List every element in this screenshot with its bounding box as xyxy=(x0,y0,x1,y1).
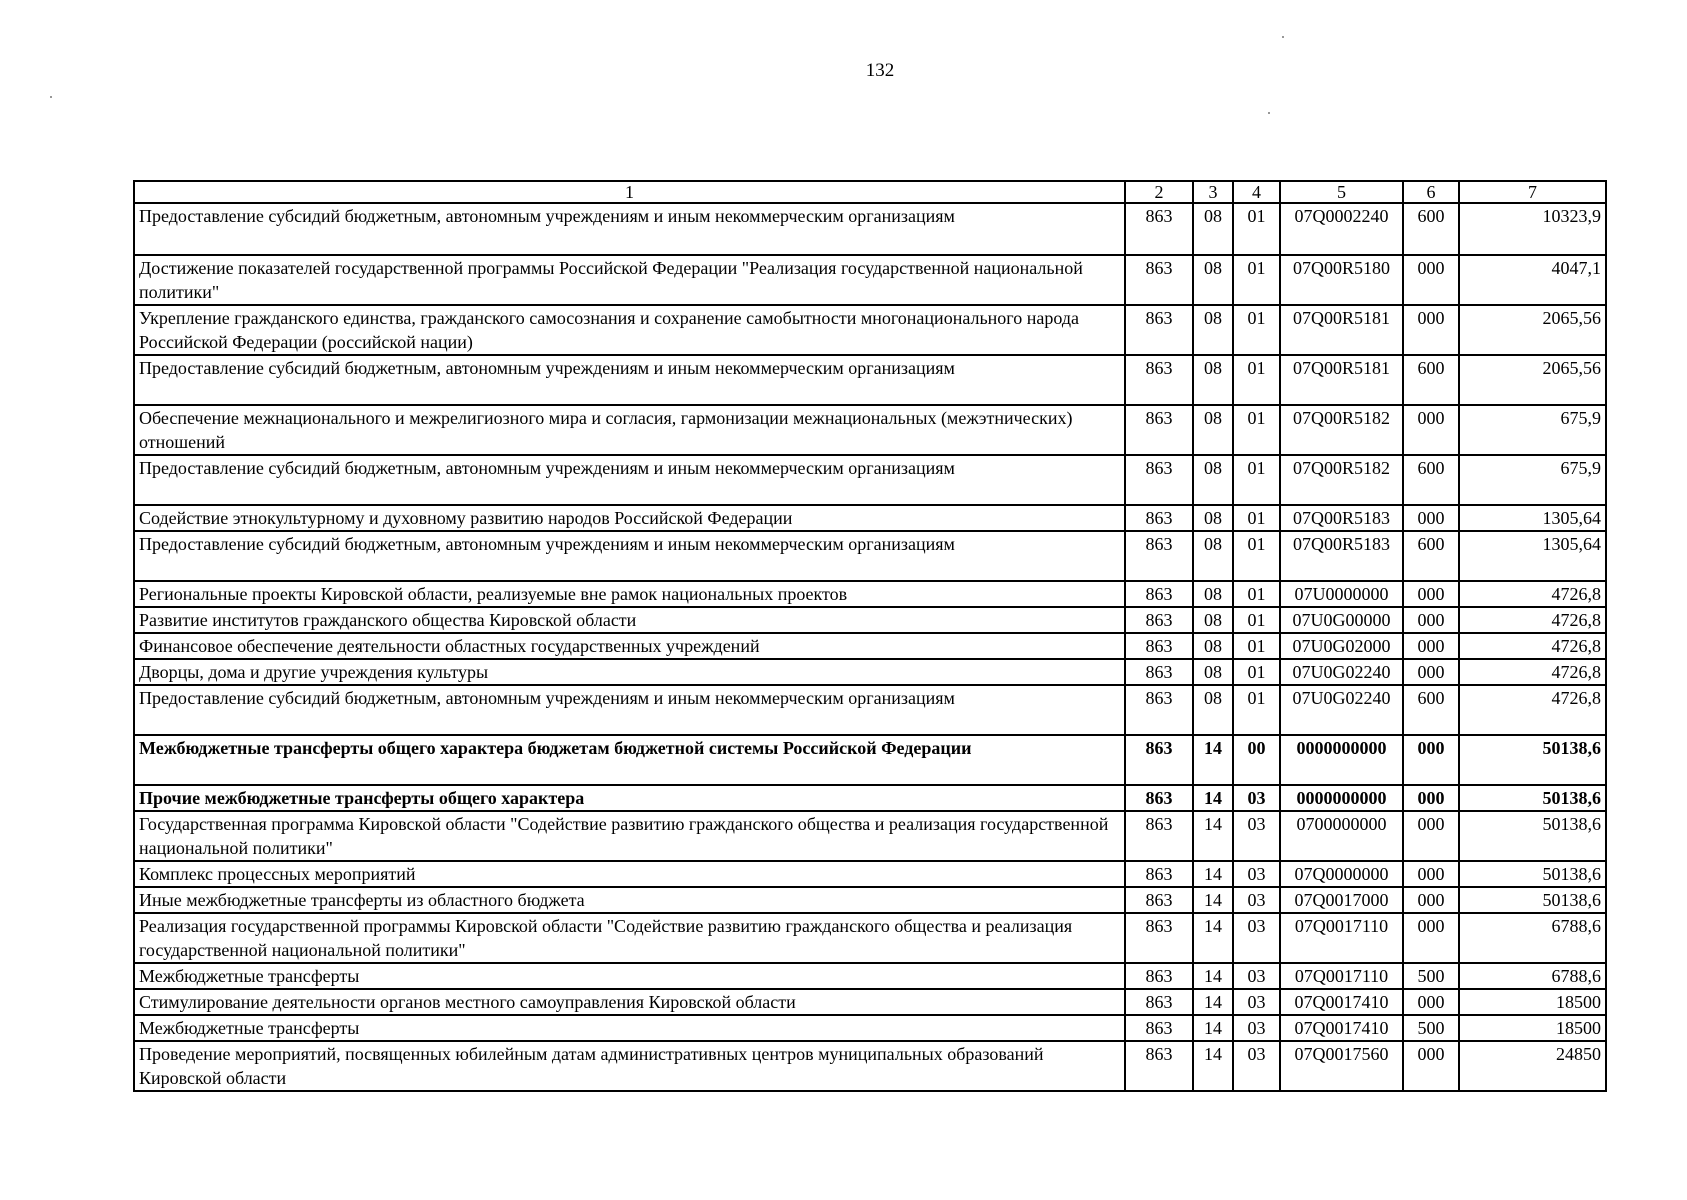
target-article-cell: 07Q0017110 xyxy=(1280,963,1403,989)
row-name-cell: Финансовое обеспечение деятельности областных государственных учреждений xyxy=(134,633,1125,659)
amount-cell: 4726,8 xyxy=(1459,633,1606,659)
row-name-cell: Прочие межбюджетные трансферты общего характера xyxy=(134,785,1125,811)
target-article-cell: 0000000000 xyxy=(1280,735,1403,785)
section-cell: 08 xyxy=(1193,505,1233,531)
amount-cell: 50138,6 xyxy=(1459,887,1606,913)
table-row xyxy=(134,1041,1606,1091)
subsection-cell: 03 xyxy=(1233,811,1280,861)
section-cell: 08 xyxy=(1193,531,1233,581)
section-cell: 14 xyxy=(1193,989,1233,1015)
table-row xyxy=(134,861,1606,887)
row-name-cell: Содействие этнокультурному и духовному развитию народов Российской Федерации xyxy=(134,505,1125,531)
row-name-cell: Стимулирование деятельности органов местного самоуправления Кировской области xyxy=(134,989,1125,1015)
table-row xyxy=(134,811,1606,861)
expense-type-cell: 000 xyxy=(1403,735,1459,785)
amount-cell: 4726,8 xyxy=(1459,581,1606,607)
expense-type-cell: 000 xyxy=(1403,405,1459,455)
column-header: 7 xyxy=(1459,181,1606,203)
expense-type-cell: 000 xyxy=(1403,887,1459,913)
amount-cell: 50138,6 xyxy=(1459,861,1606,887)
row-name-cell: Иные межбюджетные трансферты из областного бюджета xyxy=(134,887,1125,913)
budget-table xyxy=(133,180,1607,1092)
target-article-cell: 07U0000000 xyxy=(1280,581,1403,607)
amount-cell: 675,9 xyxy=(1459,405,1606,455)
target-article-cell: 0000000000 xyxy=(1280,785,1403,811)
amount-cell: 6788,6 xyxy=(1459,913,1606,963)
code-admin-cell: 863 xyxy=(1125,633,1193,659)
section-cell: 14 xyxy=(1193,1015,1233,1041)
subsection-cell: 01 xyxy=(1233,405,1280,455)
page-number: 132 xyxy=(865,60,895,81)
code-admin-cell: 863 xyxy=(1125,989,1193,1015)
column-header: 5 xyxy=(1280,181,1403,203)
amount-cell: 24850 xyxy=(1459,1041,1606,1091)
amount-cell: 4726,8 xyxy=(1459,607,1606,633)
row-name-cell: Комплекс процессных мероприятий xyxy=(134,861,1125,887)
section-cell: 08 xyxy=(1193,659,1233,685)
subsection-cell: 01 xyxy=(1233,659,1280,685)
target-article-cell: 07Q00R5181 xyxy=(1280,305,1403,355)
code-admin-cell: 863 xyxy=(1125,581,1193,607)
subsection-cell: 01 xyxy=(1233,305,1280,355)
subsection-cell: 03 xyxy=(1233,887,1280,913)
target-article-cell: 07Q00R5181 xyxy=(1280,355,1403,405)
row-name-cell: Межбюджетные трансферты xyxy=(134,963,1125,989)
target-article-cell: 07U0G02240 xyxy=(1280,659,1403,685)
row-name-cell: Достижение показателей государственной программы Российской Федерации "Реализация государственной национальной политики" xyxy=(134,255,1125,305)
target-article-cell: 07Q00R5182 xyxy=(1280,455,1403,505)
target-article-cell: 07Q0000000 xyxy=(1280,861,1403,887)
section-cell: 08 xyxy=(1193,305,1233,355)
row-name-cell: Реализация государственной программы Кировской области "Содействие развитию гражданского общества и реализация государственной национальной политики" xyxy=(134,913,1125,963)
code-admin-cell: 863 xyxy=(1125,811,1193,861)
table-row xyxy=(134,305,1606,355)
table-row xyxy=(134,607,1606,633)
amount-cell: 2065,56 xyxy=(1459,355,1606,405)
amount-cell: 1305,64 xyxy=(1459,531,1606,581)
expense-type-cell: 600 xyxy=(1403,203,1459,255)
section-cell: 14 xyxy=(1193,785,1233,811)
scan-speck xyxy=(50,96,52,98)
table-row xyxy=(134,405,1606,455)
subsection-cell: 03 xyxy=(1233,963,1280,989)
subsection-cell: 01 xyxy=(1233,255,1280,305)
code-admin-cell: 863 xyxy=(1125,913,1193,963)
column-header: 4 xyxy=(1233,181,1280,203)
row-name-cell: Предоставление субсидий бюджетным, автономным учреждениям и иным некоммерческим организациям xyxy=(134,355,1125,405)
amount-cell: 4047,1 xyxy=(1459,255,1606,305)
expense-type-cell: 000 xyxy=(1403,255,1459,305)
target-article-cell: 07Q0017000 xyxy=(1280,887,1403,913)
column-number-row xyxy=(134,181,1606,203)
subsection-cell: 01 xyxy=(1233,685,1280,735)
section-cell: 08 xyxy=(1193,633,1233,659)
section-cell: 14 xyxy=(1193,811,1233,861)
target-article-cell: 07Q0017410 xyxy=(1280,989,1403,1015)
table-row xyxy=(134,685,1606,735)
scan-speck xyxy=(1282,36,1284,38)
code-admin-cell: 863 xyxy=(1125,531,1193,581)
row-name-cell: Проведение мероприятий, посвященных юбилейным датам административных центров муниципальных образований Кировской области xyxy=(134,1041,1125,1091)
expense-type-cell: 000 xyxy=(1403,659,1459,685)
table-row xyxy=(134,355,1606,405)
expense-type-cell: 500 xyxy=(1403,963,1459,989)
expense-type-cell: 000 xyxy=(1403,505,1459,531)
expense-type-cell: 000 xyxy=(1403,913,1459,963)
subsection-cell: 01 xyxy=(1233,633,1280,659)
expense-type-cell: 000 xyxy=(1403,785,1459,811)
row-name-cell: Межбюджетные трансферты xyxy=(134,1015,1125,1041)
code-admin-cell: 863 xyxy=(1125,963,1193,989)
amount-cell: 4726,8 xyxy=(1459,659,1606,685)
section-cell: 14 xyxy=(1193,1041,1233,1091)
subsection-cell: 01 xyxy=(1233,203,1280,255)
amount-cell: 50138,6 xyxy=(1459,735,1606,785)
code-admin-cell: 863 xyxy=(1125,607,1193,633)
section-cell: 14 xyxy=(1193,861,1233,887)
row-name-cell: Региональные проекты Кировской области, реализуемые вне рамок национальных проектов xyxy=(134,581,1125,607)
target-article-cell: 07Q0017410 xyxy=(1280,1015,1403,1041)
code-admin-cell: 863 xyxy=(1125,255,1193,305)
subsection-cell: 03 xyxy=(1233,861,1280,887)
column-header: 2 xyxy=(1125,181,1193,203)
section-cell: 08 xyxy=(1193,355,1233,405)
table-row xyxy=(134,735,1606,785)
target-article-cell: 07U0G02000 xyxy=(1280,633,1403,659)
subsection-cell: 01 xyxy=(1233,505,1280,531)
subsection-cell: 03 xyxy=(1233,913,1280,963)
table-row xyxy=(134,633,1606,659)
table-row xyxy=(134,913,1606,963)
amount-cell: 6788,6 xyxy=(1459,963,1606,989)
code-admin-cell: 863 xyxy=(1125,785,1193,811)
expense-type-cell: 000 xyxy=(1403,581,1459,607)
amount-cell: 4726,8 xyxy=(1459,685,1606,735)
section-cell: 14 xyxy=(1193,913,1233,963)
expense-type-cell: 000 xyxy=(1403,811,1459,861)
expense-type-cell: 600 xyxy=(1403,455,1459,505)
table-row xyxy=(134,785,1606,811)
amount-cell: 1305,64 xyxy=(1459,505,1606,531)
code-admin-cell: 863 xyxy=(1125,355,1193,405)
table-row xyxy=(134,659,1606,685)
section-cell: 14 xyxy=(1193,887,1233,913)
scan-speck xyxy=(1268,112,1270,114)
code-admin-cell: 863 xyxy=(1125,861,1193,887)
table-row xyxy=(134,255,1606,305)
column-header: 3 xyxy=(1193,181,1233,203)
target-article-cell: 07Q00R5183 xyxy=(1280,505,1403,531)
row-name-cell: Развитие институтов гражданского общества Кировской области xyxy=(134,607,1125,633)
table-row xyxy=(134,887,1606,913)
table-row xyxy=(134,203,1606,255)
subsection-cell: 01 xyxy=(1233,531,1280,581)
subsection-cell: 01 xyxy=(1233,355,1280,405)
target-article-cell: 07U0G00000 xyxy=(1280,607,1403,633)
expense-type-cell: 000 xyxy=(1403,305,1459,355)
expense-type-cell: 600 xyxy=(1403,531,1459,581)
expense-type-cell: 000 xyxy=(1403,989,1459,1015)
section-cell: 08 xyxy=(1193,203,1233,255)
target-article-cell: 07Q00R5182 xyxy=(1280,405,1403,455)
section-cell: 08 xyxy=(1193,685,1233,735)
table-row xyxy=(134,531,1606,581)
code-admin-cell: 863 xyxy=(1125,735,1193,785)
section-cell: 08 xyxy=(1193,607,1233,633)
target-article-cell: 07Q0017560 xyxy=(1280,1041,1403,1091)
table-row xyxy=(134,505,1606,531)
code-admin-cell: 863 xyxy=(1125,203,1193,255)
row-name-cell: Государственная программа Кировской области "Содействие развитию гражданского общества и реализация государственной национальной политики" xyxy=(134,811,1125,861)
row-name-cell: Дворцы, дома и другие учреждения культуры xyxy=(134,659,1125,685)
section-cell: 08 xyxy=(1193,581,1233,607)
table-row xyxy=(134,989,1606,1015)
target-article-cell: 07Q0002240 xyxy=(1280,203,1403,255)
section-cell: 14 xyxy=(1193,963,1233,989)
code-admin-cell: 863 xyxy=(1125,659,1193,685)
code-admin-cell: 863 xyxy=(1125,1041,1193,1091)
target-article-cell: 0700000000 xyxy=(1280,811,1403,861)
code-admin-cell: 863 xyxy=(1125,305,1193,355)
section-cell: 14 xyxy=(1193,735,1233,785)
expense-type-cell: 600 xyxy=(1403,355,1459,405)
amount-cell: 50138,6 xyxy=(1459,811,1606,861)
target-article-cell: 07Q00R5183 xyxy=(1280,531,1403,581)
table-row xyxy=(134,963,1606,989)
subsection-cell: 03 xyxy=(1233,785,1280,811)
amount-cell: 18500 xyxy=(1459,989,1606,1015)
section-cell: 08 xyxy=(1193,255,1233,305)
amount-cell: 675,9 xyxy=(1459,455,1606,505)
amount-cell: 10323,9 xyxy=(1459,203,1606,255)
code-admin-cell: 863 xyxy=(1125,1015,1193,1041)
column-header: 6 xyxy=(1403,181,1459,203)
subsection-cell: 03 xyxy=(1233,989,1280,1015)
target-article-cell: 07Q0017110 xyxy=(1280,913,1403,963)
row-name-cell: Укрепление гражданского единства, гражданского самосознания и сохранение самобытности многонационального народа Российской Федерации (российской нации) xyxy=(134,305,1125,355)
subsection-cell: 03 xyxy=(1233,1015,1280,1041)
section-cell: 08 xyxy=(1193,455,1233,505)
subsection-cell: 01 xyxy=(1233,455,1280,505)
code-admin-cell: 863 xyxy=(1125,455,1193,505)
amount-cell: 18500 xyxy=(1459,1015,1606,1041)
table-row xyxy=(134,581,1606,607)
expense-type-cell: 000 xyxy=(1403,861,1459,887)
expense-type-cell: 500 xyxy=(1403,1015,1459,1041)
table-body xyxy=(134,203,1606,1091)
expense-type-cell: 600 xyxy=(1403,685,1459,735)
subsection-cell: 00 xyxy=(1233,735,1280,785)
code-admin-cell: 863 xyxy=(1125,505,1193,531)
expense-type-cell: 000 xyxy=(1403,607,1459,633)
table-row xyxy=(134,1015,1606,1041)
row-name-cell: Предоставление субсидий бюджетным, автономным учреждениям и иным некоммерческим организациям xyxy=(134,685,1125,735)
code-admin-cell: 863 xyxy=(1125,405,1193,455)
amount-cell: 50138,6 xyxy=(1459,785,1606,811)
table-row xyxy=(134,455,1606,505)
expense-type-cell: 000 xyxy=(1403,633,1459,659)
row-name-cell: Межбюджетные трансферты общего характера бюджетам бюджетной системы Российской Федерации xyxy=(134,735,1125,785)
amount-cell: 2065,56 xyxy=(1459,305,1606,355)
target-article-cell: 07Q00R5180 xyxy=(1280,255,1403,305)
row-name-cell: Предоставление субсидий бюджетным, автономным учреждениям и иным некоммерческим организациям xyxy=(134,531,1125,581)
expense-type-cell: 000 xyxy=(1403,1041,1459,1091)
section-cell: 08 xyxy=(1193,405,1233,455)
subsection-cell: 01 xyxy=(1233,607,1280,633)
subsection-cell: 03 xyxy=(1233,1041,1280,1091)
row-name-cell: Обеспечение межнационального и межрелигиозного мира и согласия, гармонизации межнациональных (межэтнических) отношений xyxy=(134,405,1125,455)
code-admin-cell: 863 xyxy=(1125,685,1193,735)
target-article-cell: 07U0G02240 xyxy=(1280,685,1403,735)
row-name-cell: Предоставление субсидий бюджетным, автономным учреждениям и иным некоммерческим организациям xyxy=(134,203,1125,255)
column-header: 1 xyxy=(134,181,1125,203)
row-name-cell: Предоставление субсидий бюджетным, автономным учреждениям и иным некоммерческим организациям xyxy=(134,455,1125,505)
code-admin-cell: 863 xyxy=(1125,887,1193,913)
subsection-cell: 01 xyxy=(1233,581,1280,607)
